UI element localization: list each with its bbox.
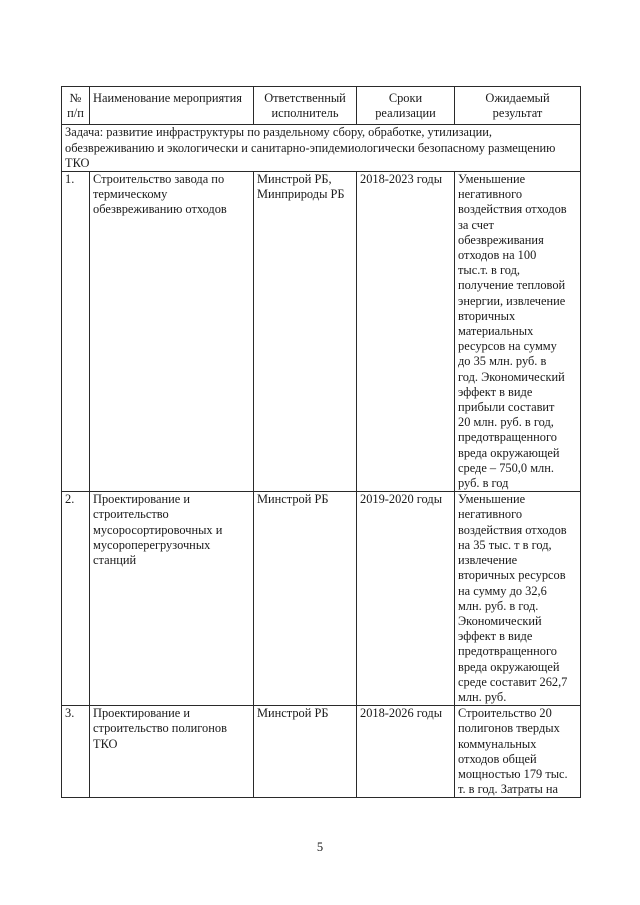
table-row xyxy=(62,172,581,492)
row-result: Уменьшение негативного воздействия отходов за счет обезвреживания отходов на 100 тыс.т. в год, получение тепловой энергии, извлечение вторичных материальных ресурсов на сумму до 35 млн. руб. в год. Экономический эффект в виде прибыли составит 20 млн. руб. в год, предотвращенного вреда окружающей среде – 750,0 млн. руб. в год xyxy=(455,172,581,492)
row-terms: 2018-2026 годы xyxy=(357,706,455,798)
row-executor: Минстрой РБ, Минприроды РБ xyxy=(254,172,357,492)
table-row xyxy=(62,706,581,798)
page-number: 5 xyxy=(316,840,324,854)
header-measure-name: Наименование мероприятия xyxy=(90,87,254,125)
row-measure-name: Строительство завода по термическому обезвреживанию отходов xyxy=(90,172,254,492)
table-row xyxy=(62,492,581,706)
measures-table xyxy=(61,86,581,798)
header-executor: Ответственный исполнитель xyxy=(254,87,357,125)
row-number: 3. xyxy=(62,706,90,798)
header-terms: Сроки реализации xyxy=(357,87,455,125)
table-header-row xyxy=(62,87,581,125)
row-result: Уменьшение негативного воздействия отходов на 35 тыс. т в год, извлечение вторичных ресурсов на сумму до 32,6 млн. руб. в год. Экономический эффект в виде предотвращенного вреда окружающей среде составит 262,7 млн. руб. xyxy=(455,492,581,706)
task-row xyxy=(62,125,581,172)
row-executor: Минстрой РБ xyxy=(254,492,357,706)
header-number: № п/п xyxy=(62,87,90,125)
row-result: Строительство 20 полигонов твердых коммунальных отходов общей мощностью 179 тыс. т. в год. Затраты на xyxy=(455,706,581,798)
task-cell: Задача: развитие инфраструктуры по раздельному сбору, обработке, утилизации, обезвреживанию и экологически и санитарно-эпидемиологически безопасному размещению ТКО xyxy=(62,125,581,172)
row-executor: Минстрой РБ xyxy=(254,706,357,798)
row-measure-name: Проектирование и строительство полигонов ТКО xyxy=(90,706,254,798)
row-number: 2. xyxy=(62,492,90,706)
row-terms: 2019-2020 годы xyxy=(357,492,455,706)
row-terms: 2018-2023 годы xyxy=(357,172,455,492)
row-number: 1. xyxy=(62,172,90,492)
header-result: Ожидаемый результат xyxy=(455,87,581,125)
row-measure-name: Проектирование и строительство мусоросортировочных и мусороперегрузочных станций xyxy=(90,492,254,706)
